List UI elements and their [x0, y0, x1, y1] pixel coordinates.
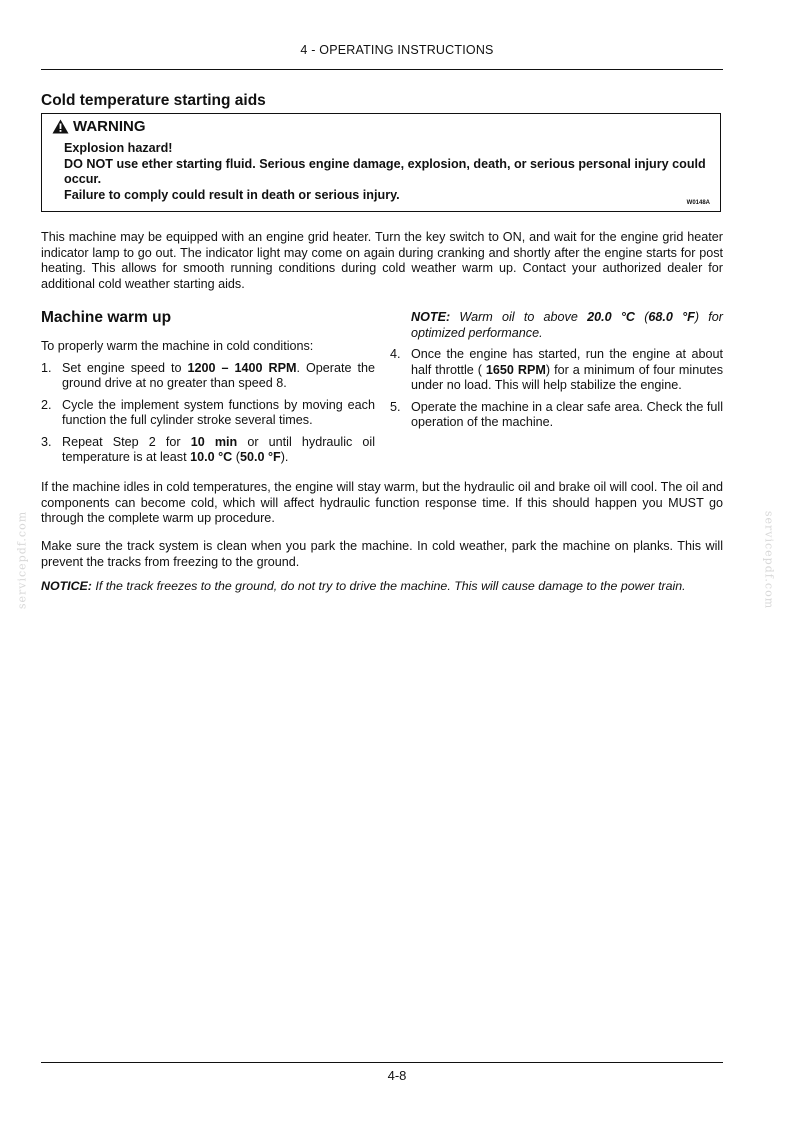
note-value: 68.0 °F: [648, 310, 695, 324]
track-paragraph: Make sure the track system is clean when you park the machine. In cold weather, park the machine on planks. This will prevent the tracks from freezing to the ground.: [41, 539, 723, 569]
warning-title: WARNING: [73, 118, 146, 135]
right-column: [390, 310, 723, 431]
warm-oil-note: [390, 310, 723, 341]
step-text: Operate the machine in a clear safe area. Check the full operation of the machine.: [411, 399, 723, 429]
warning-box: [41, 113, 721, 212]
warm-up-steps-left: [41, 361, 375, 466]
step-number: 2.: [41, 397, 52, 412]
step-text: Set engine speed to: [62, 360, 188, 375]
step-text: . Operate the ground drive at no greater than speed 8.: [62, 360, 375, 390]
step-value: 1650 RPM: [485, 362, 546, 377]
step-text: ).: [280, 450, 289, 464]
warm-up-steps-right: [390, 347, 723, 431]
warning-header: [52, 118, 146, 135]
step-item: [41, 398, 375, 429]
warning-line-3: Failure to comply could result in death or serious injury.: [64, 187, 400, 202]
note-label: NOTE:: [411, 310, 451, 324]
step-text: or until hydraulic oil temperature is at least: [62, 434, 376, 464]
step-value: 10 min: [190, 434, 238, 449]
step-number: 5.: [390, 399, 401, 414]
left-column: [41, 339, 375, 466]
step-item: [390, 400, 723, 431]
idle-paragraph: If the machine idles in cold temperatures, the engine will stay warm, but the hydraulic oil and brake oil will cool. The oil and components can become cold, which will affect hydraulic function response time. If this should happen you MUST go through the complete warm up procedure.: [41, 480, 723, 525]
watermark-left: servicepdf.com: [15, 510, 29, 610]
step-number: 3.: [41, 434, 52, 449]
note-text: (: [634, 310, 649, 324]
step-value: 1200 – 1400 RPM: [187, 360, 297, 375]
cold-start-heading: Cold temperature starting aids: [41, 92, 266, 109]
grid-heater-paragraph: This machine may be equipped with an engine grid heater. Turn the key switch to ON, and wait for the engine grid heater indicator lamp to go out. The indicator light may come on again during cranking and shortly after the engine starts for post heating. This allows for smooth running conditions during cold weather warm up. Contact your authorized dealer for additional cold weather starting aids.: [41, 230, 723, 291]
page-header-title: 4 - OPERATING INSTRUCTIONS: [300, 43, 494, 57]
warm-up-heading: Machine warm up: [41, 309, 172, 326]
step-text: Cycle the implement system functions by moving each function the full cylinder stroke several times.: [62, 397, 375, 427]
note-value: 20.0 °C: [587, 310, 635, 324]
step-text: Repeat Step 2 for: [62, 434, 191, 449]
step-text: (: [232, 450, 240, 464]
note-text: ) for optimized performance.: [411, 310, 723, 340]
warning-text: [64, 141, 706, 203]
footer-divider: [41, 1062, 723, 1063]
note-text: Warm oil to above: [450, 310, 588, 324]
step-item: [41, 435, 375, 466]
step-text: ) for a minimum of four minutes under no load. This will help stabilize the engine.: [411, 362, 724, 392]
page-number: 4-8: [387, 1068, 407, 1083]
watermark-right: servicepdf.com: [762, 510, 776, 610]
step-item: [390, 347, 723, 394]
step-value: 10.0 °C: [190, 450, 233, 464]
step-item: [41, 361, 375, 392]
warning-triangle-icon: [52, 119, 69, 134]
step-value: 50.0 °F: [239, 450, 281, 464]
header-divider: [41, 69, 723, 70]
notice-paragraph: [41, 579, 723, 595]
warning-line-1: Explosion hazard!: [64, 141, 173, 155]
warning-line-2: DO NOT use ether starting fluid. Serious engine damage, explosion, death, or serious personal injury could occur.: [64, 156, 706, 186]
warm-up-intro: To properly warm the machine in cold conditions:: [41, 339, 314, 353]
notice-text: If the track freezes to the ground, do not try to drive the machine. This will cause damage to the power train.: [91, 579, 686, 593]
warning-code: W0148A: [686, 200, 710, 206]
step-text: Once the engine has started, run the engine at about half throttle (: [411, 347, 723, 377]
notice-label: NOTICE:: [41, 579, 92, 593]
step-number: 4.: [390, 347, 401, 361]
step-number: 1.: [41, 360, 52, 375]
